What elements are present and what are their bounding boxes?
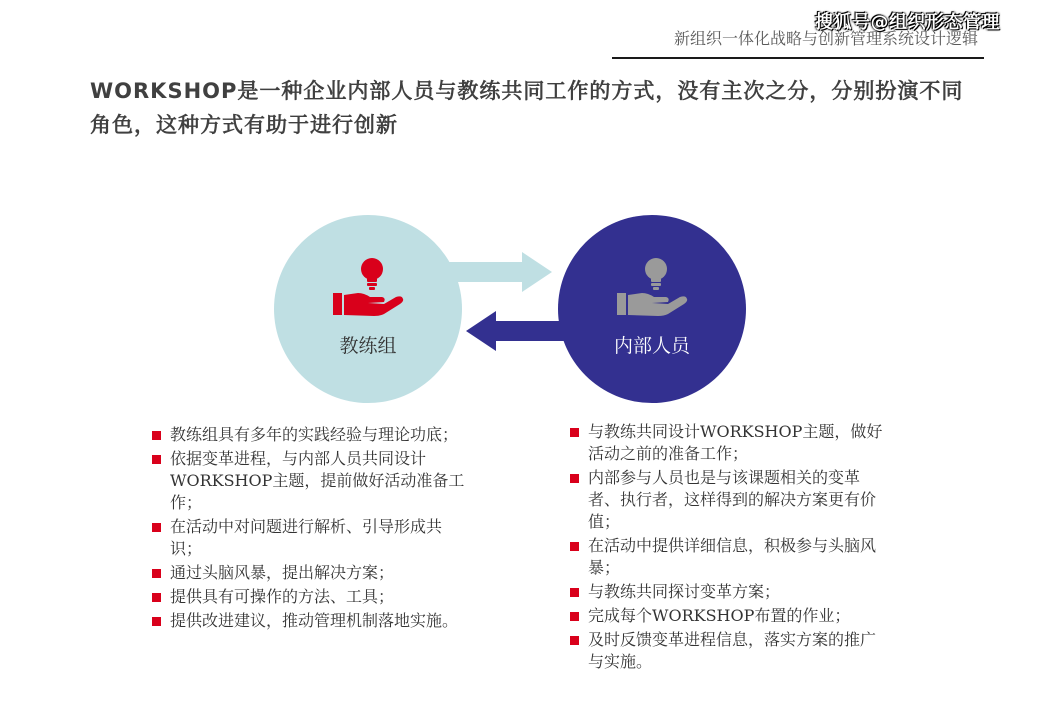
list-item (570, 421, 886, 465)
bullet-icon (152, 593, 161, 602)
list-item-text: 依据变革进程，与内部人员共同设计WORKSHOP主题，提前做好活动准备工作； (170, 449, 465, 512)
list-item-text: 在活动中对问题进行解析、引导形成共识； (170, 517, 443, 558)
bullet-icon (570, 542, 579, 551)
list-item (152, 516, 468, 560)
list-item (570, 535, 886, 579)
list-item-text: 完成每个WORKSHOP布置的作业； (588, 606, 851, 625)
bullet-icon (570, 612, 579, 621)
list-item (570, 605, 886, 627)
list-item-text: 教练组具有多年的实践经验与理论功底； (170, 425, 459, 444)
internal-staff-circle (558, 215, 746, 403)
coach-responsibilities-list (152, 424, 468, 634)
coach-group-circle (274, 215, 462, 403)
staff-responsibilities-list (570, 421, 886, 675)
header-rule (612, 57, 984, 59)
list-item-text: 提供具有可操作的方法、工具； (170, 587, 395, 606)
bullet-icon (152, 455, 161, 464)
list-item (152, 448, 468, 514)
bullet-icon (570, 428, 579, 437)
bullet-icon (152, 523, 161, 532)
arrow-right-icon (440, 252, 552, 292)
list-item-text: 通过头脑风暴，提出解决方案； (170, 563, 395, 582)
list-item-text: 提供改进建议，推动管理机制落地实施。 (170, 611, 459, 630)
list-item (152, 562, 468, 584)
list-item (570, 467, 886, 533)
list-item (152, 610, 468, 632)
bullet-icon (152, 569, 161, 578)
list-item (570, 629, 886, 673)
hand-lightbulb-icon (330, 255, 406, 321)
watermark: 搜狐号@组织形态管理 (815, 12, 1000, 33)
list-item (570, 581, 886, 603)
list-item (152, 424, 468, 446)
bullet-icon (152, 431, 161, 440)
list-item-text: 与教练共同探讨变革方案； (588, 582, 781, 601)
bullet-icon (152, 617, 161, 626)
list-item-text: 内部参与人员也是与该课题相关的变革者、执行者，这样得到的解决方案更有价值； (588, 468, 877, 531)
hand-lightbulb-icon (614, 255, 690, 321)
list-item-text: 及时反馈变革进程信息，落实方案的推广与实施。 (588, 630, 877, 671)
header-subtitle: 新组织一体化战略与创新管理系统设计逻辑 (673, 29, 978, 48)
list-item-text: 与教练共同设计WORKSHOP主题，做好活动之前的准备工作； (588, 422, 883, 463)
list-item-text: 在活动中提供详细信息，积极参与头脑风暴； (588, 536, 877, 577)
bullet-icon (570, 636, 579, 645)
bullet-icon (570, 474, 579, 483)
bullet-icon (570, 588, 579, 597)
internal-staff-label: 内部人员 (613, 335, 690, 357)
list-item (152, 586, 468, 608)
arrow-left-icon (466, 311, 576, 351)
page-title: WORKSHOP是一种企业内部人员与教练共同工作的方式，没有主次之分，分别扮演不同角色，这种方式有助于进行创新 (90, 79, 964, 137)
coach-group-label: 教练组 (339, 335, 397, 357)
